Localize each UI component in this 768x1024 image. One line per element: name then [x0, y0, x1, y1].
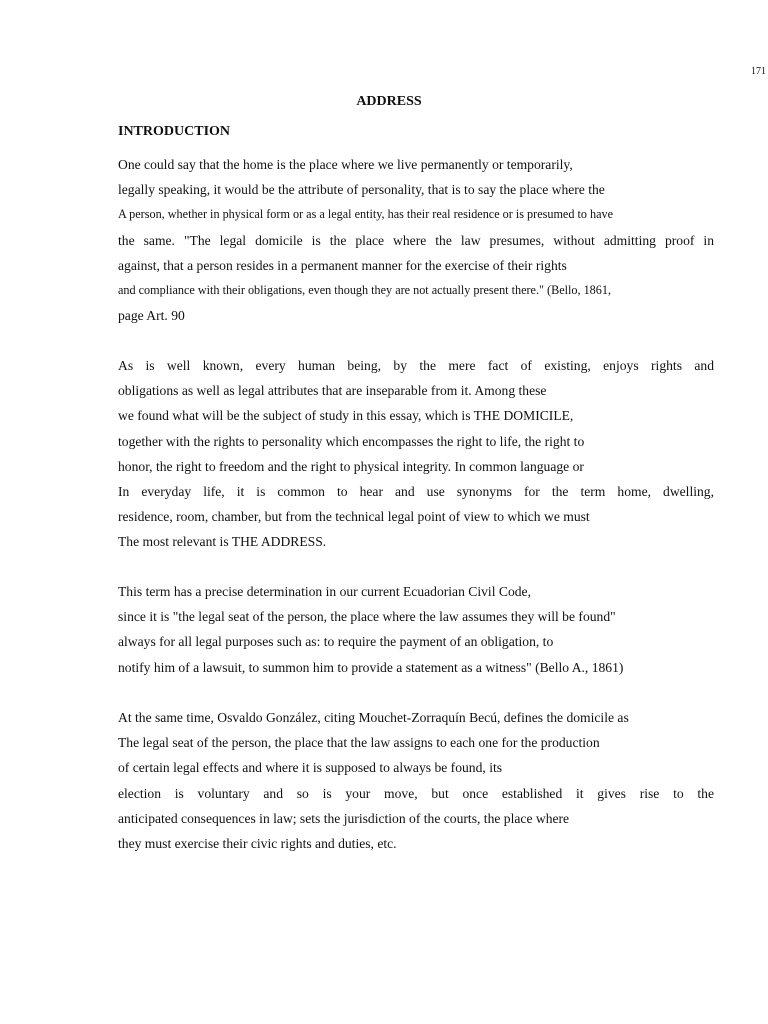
text-line: always for all legal purposes such as: to require the payment of an obligation, to [118, 634, 554, 650]
text-line: notify him of a lawsuit, to summon him to provide a statement as a witness" (Bello A., 1861) [118, 659, 624, 675]
text-line: since it is "the legal seat of the person, the place where the law assumes they will be found" [118, 609, 616, 625]
text-line: against, that a person resides in a permanent manner for the exercise of their rights [118, 257, 567, 273]
section-heading: INTRODUCTION [118, 124, 231, 139]
text-line: A person, whether in physical form or as a legal entity, has their real residence or is presumed to have [118, 207, 614, 222]
paragraph-4 [118, 705, 714, 856]
text-line: honor, the right to freedom and the right to physical integrity. In common language or [118, 458, 584, 474]
text-line: The legal seat of the person, the place that the law assigns to each one for the production [118, 735, 600, 751]
text-line: As is well known, every human being, by the mere fact of existing, enjoys rights and [118, 358, 714, 373]
text-line: At the same time, Osvaldo González, citing Mouchet-Zorraquín Becú, defines the domicile as [118, 710, 629, 725]
text-line: and compliance with their obligations, even though they are not actually present there." (Bello, 1861, [118, 282, 612, 297]
document-title: ADDRESS [356, 94, 422, 109]
page-number: 171 [751, 66, 766, 77]
text-line: residence, room, chamber, but from the technical legal point of view to which we must [118, 509, 590, 525]
text-line: In everyday life, it is common to hear and use synonyms for the term home, dwelling, [118, 483, 714, 499]
text-line: page Art. 90 [118, 308, 185, 324]
text-line: obligations as well as legal attributes that are inseparable from it. Among these [118, 383, 547, 399]
text-line: together with the rights to personality which encompasses the right to life, the right to [118, 433, 585, 449]
text-line: election is voluntary and so is your move, but once established it gives rise to the [118, 785, 714, 801]
text-line: legally speaking, it would be the attribute of personality, that is to say the place where the [118, 182, 605, 198]
text-line: the same. "The legal domicile is the place where the law presumes, without admitting proof in [118, 232, 714, 248]
text-line: of certain legal effects and where it is supposed to always be found, its [118, 760, 503, 776]
text-line: This term has a precise determination in our current Ecuadorian Civil Code, [118, 584, 531, 599]
text-line: anticipated consequences in law; sets the jurisdiction of the courts, the place where [118, 810, 570, 826]
text-line: they must exercise their civic rights and duties, etc. [118, 835, 397, 851]
text-line: we found what will be the subject of study in this essay, which is THE DOMICILE, [118, 408, 574, 424]
text-line: One could say that the home is the place where we live permanently or temporarily, [118, 157, 573, 172]
paragraph-1 [118, 152, 714, 328]
text-line: The most relevant is THE ADDRESS. [118, 534, 327, 550]
paragraph-3 [118, 579, 714, 680]
paragraph-2 [118, 353, 714, 555]
